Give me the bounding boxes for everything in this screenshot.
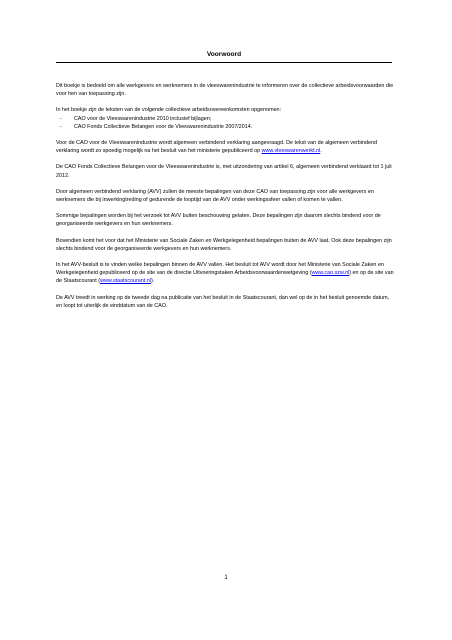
contents-intro: In het boekje zijn de teksten van de volgende collectieve arbeidsovereenkomsten opgenomen: <box>56 107 282 114</box>
cao-szw-link[interactable]: www.cao.szw.nl <box>311 270 350 277</box>
paragraph-avv-decision <box>56 261 394 286</box>
list-item-text: CAO Fonds Collectieve Belangen voor de Vleeswarenindustrie 2007/2014. <box>74 123 253 130</box>
title-underline <box>56 62 392 63</box>
paragraph-fonds: De CAO Fonds Collectieve Belangen voor de Vleeswarenindustrie is, met uitzondering van artikel 6, algemeen verbindend verklaard tot 1 juli 2012. <box>56 164 392 179</box>
paragraph-excluded: Sommige bepalingen worden bij het verzoek tot AVV buiten beschouwing gelaten. Deze bepalingen zijn daarom slechts bindend voor de georganiseerde werkgevers en hun werknemers. <box>56 213 381 228</box>
list-item <box>56 115 394 123</box>
avv-request-text: Voor de CAO voor de Vleeswarenindustrie wordt algemeen verbindend verklaring aangevraagd. De tekst van de algemeen verbindend verklaring wordt zo spoedig mogelijk na het besluit van het ministerie gepubliceerd op <box>56 140 377 155</box>
list-item <box>56 123 394 131</box>
list-dash: - <box>60 123 62 130</box>
avv-request-end: . <box>320 148 322 155</box>
paragraph-effective: De AVV treedt in werking op de tweede dag na publicatie van het besluit in de Staatscourant, dan wel op de in het besluit genoemde datum, en loopt tot uiterlijk de einddatum van de CAO. <box>56 294 390 309</box>
paragraph-intro: Dit boekje is bedoeld om alle werkgevers en werknemers in de vleeswarenindustrie te informeren over de collectieve arbeidsvoorwaarden die voor hen van toepassing zijn. <box>56 83 394 98</box>
list-dash: - <box>60 115 62 122</box>
document-body <box>56 82 394 318</box>
list-item-text: CAO voor de Vleeswarenindustrie 2010 inclusief bijlagen; <box>74 115 212 122</box>
avv-decision-text: In het AVV-besluit is te vinden welke bepalingen binnen de AVV vallen. Het besluit tot AVV wordt door het Ministerie van Sociale Zaken en Werkgelegenheid gepubliceerd op de site van de directie Uitvoeringstaken Arbeidsvoorwaardenwetgeving ( <box>56 262 384 277</box>
cao-list <box>56 115 394 131</box>
page-title: Voorwoord <box>206 51 242 58</box>
page-number: 1 <box>224 575 228 581</box>
avv-decision-mid: ) en op de site van de Staatscourant ( <box>56 270 394 285</box>
vleeswarenwerkt-link[interactable]: www.vleeswarenwerkt.nl <box>261 148 321 155</box>
paragraph-avv-scope: Door algemeen verbindend verklaring (AVV) zullen de meeste bepalingen van deze CAO van toepassing zijn voor alle werkgevers en werknemers die bij inwerkingtreding of gedurende de looptijd van de AVV onder werkingssfeer vallen of komen te vallen. <box>56 188 374 204</box>
paragraph-contents <box>56 106 394 131</box>
avv-decision-end: ). <box>151 278 155 285</box>
paragraph-ministry: Bovendien komt het voor dat het Ministerie van Sociale Zaken en Werkgelegenheid bepalingen buiten de AVV laat. Ook deze bepalingen zijn slechts bindend voor de georganiseerde werkgevers en hun werknemers. <box>56 237 392 252</box>
staatscourant-link[interactable]: www.staatscourant.nl <box>100 278 151 285</box>
paragraph-avv-request <box>56 139 394 155</box>
